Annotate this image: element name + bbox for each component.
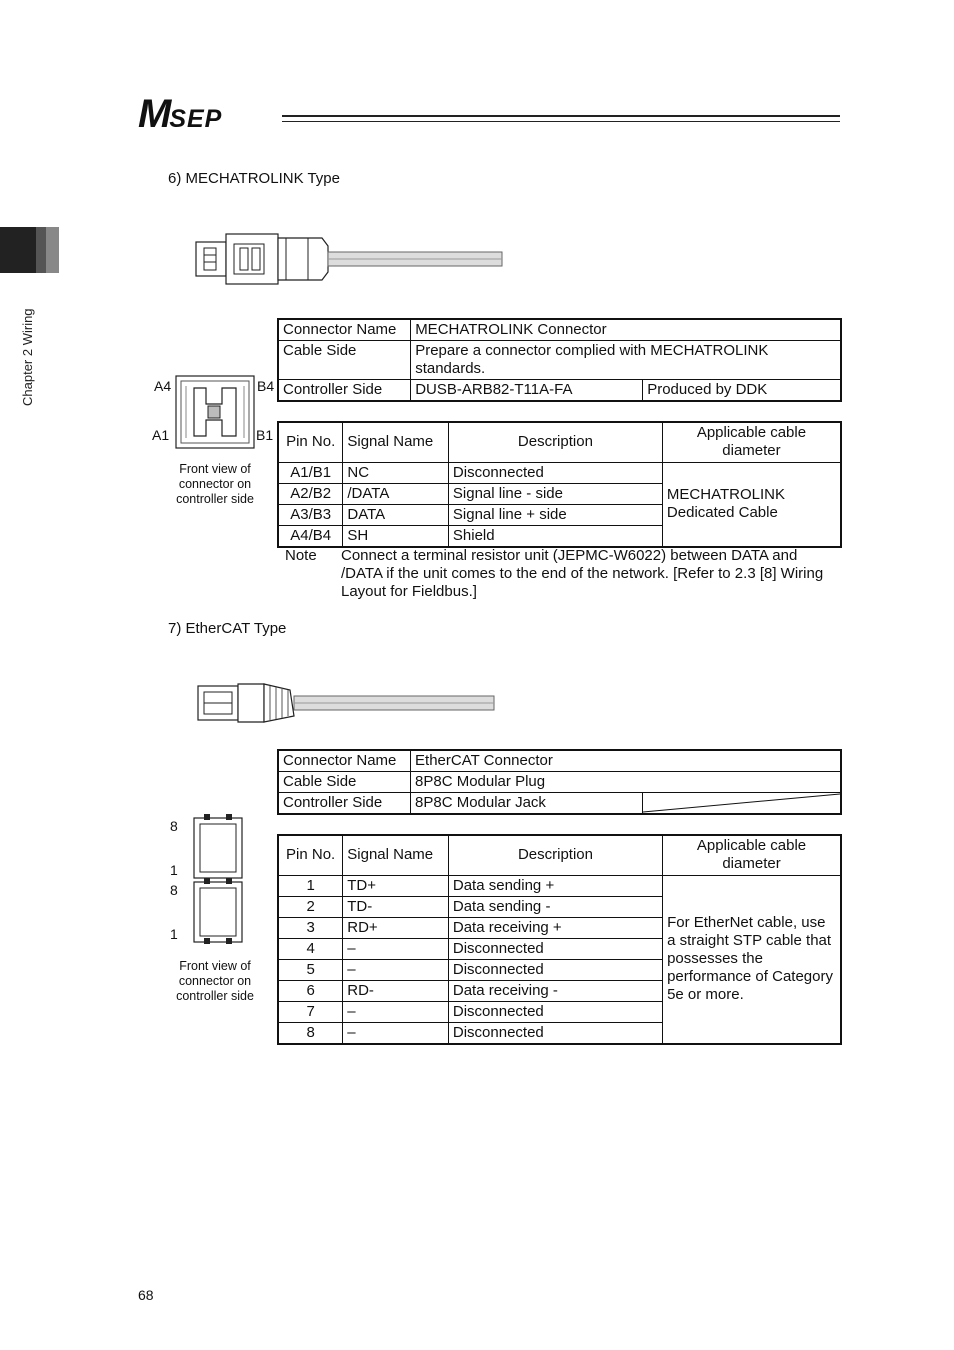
pin-no: 6	[278, 980, 343, 1001]
mechatrolink-front-view-caption	[170, 462, 260, 507]
ethercat-connector-table	[277, 749, 842, 815]
mechatrolink-cable-drawing	[190, 228, 510, 288]
connector-name-label: Connector Name	[278, 750, 411, 772]
cable-side-label: Cable Side	[278, 341, 411, 380]
pin-no: 2	[278, 896, 343, 917]
note-text: Connect a terminal resistor unit (JEPMC-W6022) between DATA and /DATA if the unit comes to the end of the network. [Refer to 2.3 [8] Wiring Layout for Fieldbus.]	[341, 547, 824, 600]
front-view-line-1: Front view of	[179, 959, 251, 973]
front-view-line-3: controller side	[176, 492, 254, 506]
pin-no: A3/B3	[278, 504, 343, 525]
table-row	[278, 875, 841, 896]
signal-name: RD-	[343, 980, 449, 1001]
controller-side-value: DUSB-ARB82-T11A-FA	[411, 380, 643, 402]
ethercat-heading: 7) EtherCAT Type	[168, 620, 287, 637]
mechatrolink-heading: 6) MECHATROLINK Type	[168, 170, 340, 187]
pin-no: 4	[278, 938, 343, 959]
description: Shield	[448, 525, 662, 547]
description: Data sending -	[448, 896, 662, 917]
front-view-line-3: controller side	[176, 989, 254, 1003]
description: Signal line - side	[448, 483, 662, 504]
chapter-label	[0, 290, 40, 410]
diagonal-line	[643, 793, 840, 813]
signal-name: TD+	[343, 875, 449, 896]
pin-no: 1	[278, 875, 343, 896]
header-rule-top	[282, 115, 840, 117]
description: Disconnected	[448, 959, 662, 980]
chapter-label-text: Chapter 2 Wiring	[20, 308, 35, 406]
signal-name: –	[343, 938, 449, 959]
cable-diameter: For EtherNet cable, use a straight STP cable that possesses the performance of Category 5e or more.	[663, 875, 841, 1044]
signal-name: TD-	[343, 896, 449, 917]
msep-logo	[138, 92, 222, 137]
description: Signal line + side	[448, 504, 662, 525]
mechatrolink-connector-table	[277, 318, 842, 402]
table-row	[278, 462, 841, 483]
chapter-tab-light	[46, 227, 59, 273]
ethercat-front-view-drawing	[190, 814, 246, 946]
connector-name-value: EtherCAT Connector	[411, 750, 841, 772]
pin-label-top-1: 1	[170, 862, 178, 878]
mechatrolink-pin-table	[277, 421, 842, 548]
ethercat-front-view-caption	[170, 959, 260, 1004]
pin-header-cable: Applicable cable diameter	[662, 422, 841, 462]
controller-side-value: 8P8C Modular Jack	[411, 793, 642, 815]
header-rule-bottom	[282, 121, 840, 122]
controller-side-label: Controller Side	[278, 380, 411, 402]
connector-name-label: Connector Name	[278, 319, 411, 341]
pin-header-pin-no: Pin No.	[278, 422, 343, 462]
cable-diameter: MECHATROLINK Dedicated Cable	[662, 462, 841, 547]
description: Data receiving -	[448, 980, 662, 1001]
controller-side-label: Controller Side	[278, 793, 411, 815]
controller-side-maker: Produced by DDK	[643, 380, 841, 402]
pin-header-signal: Signal Name	[343, 422, 449, 462]
signal-name: DATA	[343, 504, 449, 525]
description: Data receiving +	[448, 917, 662, 938]
signal-name: RD+	[343, 917, 449, 938]
front-view-line-1: Front view of	[179, 462, 251, 476]
logo-m: M	[138, 92, 170, 136]
note-label: Note	[285, 547, 317, 564]
description: Disconnected	[448, 1001, 662, 1022]
pin-header-cable: Applicable cable diameter	[663, 835, 841, 875]
pin-no: 8	[278, 1022, 343, 1044]
chapter-tab-mid	[36, 227, 46, 273]
pin-no: 5	[278, 959, 343, 980]
pin-no: A4/B4	[278, 525, 343, 547]
pin-header-signal: Signal Name	[343, 835, 449, 875]
signal-name: –	[343, 1022, 449, 1044]
pin-label-a4: A4	[154, 378, 172, 394]
page-number: 68	[138, 1287, 154, 1303]
pin-header-description: Description	[448, 422, 662, 462]
pin-header-description: Description	[448, 835, 662, 875]
ethercat-cable-drawing	[194, 678, 504, 728]
pin-label-a1: A1	[152, 427, 170, 443]
pin-label-bot-1: 1	[170, 926, 178, 942]
pin-header-pin-no: Pin No.	[278, 835, 343, 875]
cable-side-value: Prepare a connector complied with MECHATROLINK standards.	[411, 341, 841, 380]
description: Data sending +	[448, 875, 662, 896]
pin-label-b1: B1	[256, 427, 274, 443]
front-view-line-2: connector on	[178, 974, 252, 988]
pin-no: 7	[278, 1001, 343, 1022]
logo-sep: SEP	[169, 105, 223, 133]
pin-label-top-8: 8	[170, 818, 178, 834]
pin-label-bot-8: 8	[170, 882, 178, 898]
connector-name-value: MECHATROLINK Connector	[411, 319, 841, 341]
pin-no: A2/B2	[278, 483, 343, 504]
pin-no: A1/B1	[278, 462, 343, 483]
front-view-line-2: connector on	[178, 477, 252, 491]
ethercat-pin-table	[277, 834, 842, 1045]
signal-name: SH	[343, 525, 449, 547]
description: Disconnected	[448, 1022, 662, 1044]
empty-cell-diagonal	[642, 793, 841, 815]
signal-name: –	[343, 1001, 449, 1022]
chapter-tab-dark	[0, 227, 36, 273]
mechatrolink-front-view-drawing	[174, 374, 256, 450]
cable-side-value: 8P8C Modular Plug	[411, 772, 841, 793]
cable-side-label: Cable Side	[278, 772, 411, 793]
signal-name: /DATA	[343, 483, 449, 504]
pin-label-b4: B4	[257, 378, 275, 394]
signal-name: –	[343, 959, 449, 980]
signal-name: NC	[343, 462, 449, 483]
pin-no: 3	[278, 917, 343, 938]
description: Disconnected	[448, 462, 662, 483]
description: Disconnected	[448, 938, 662, 959]
